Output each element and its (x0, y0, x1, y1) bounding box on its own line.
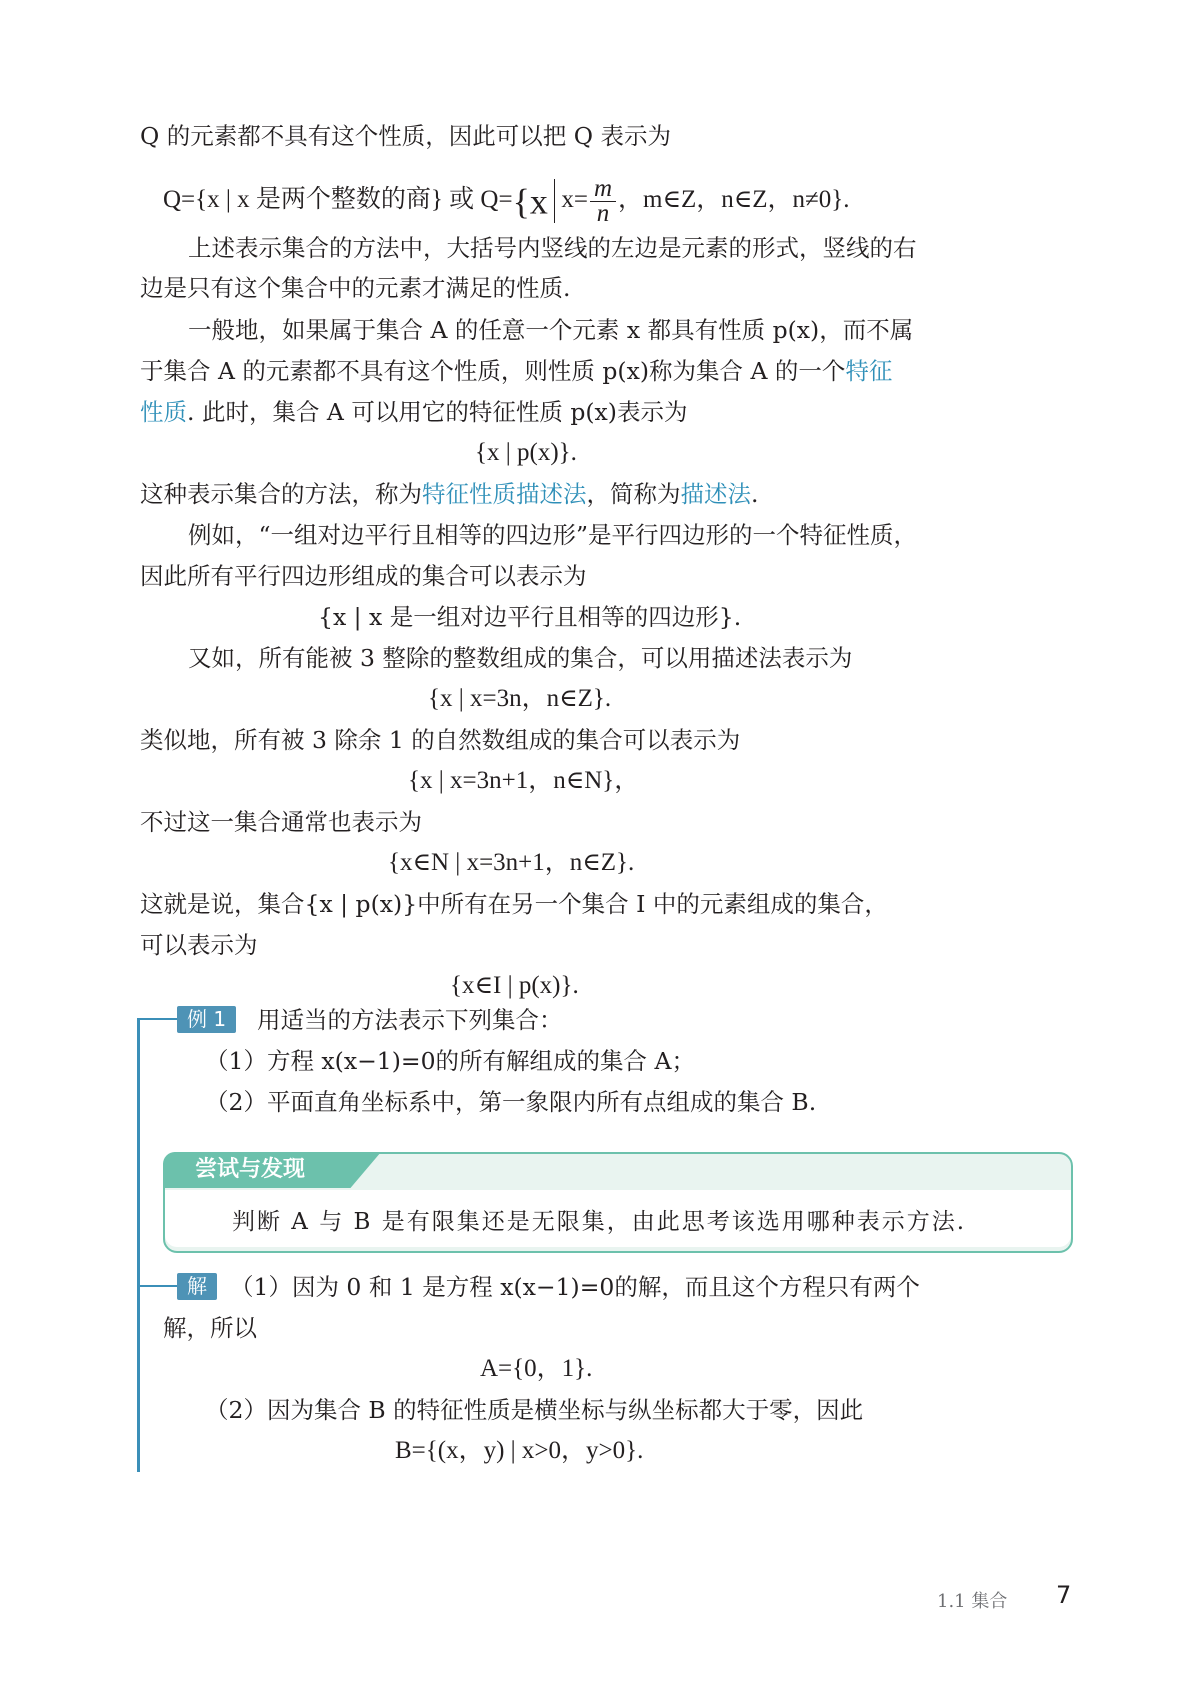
term-highlight: 特征性质描述法 (422, 480, 587, 508)
text-line: 一般地，如果属于集合 A 的任意一个元素 x 都具有性质 p(x)，而不属 (188, 316, 914, 344)
example-tag: 例 1 (177, 1006, 236, 1033)
solution-line: 解，所以 (163, 1314, 257, 1342)
fraction-denominator: n (596, 199, 610, 227)
fraction-numerator: m (590, 177, 616, 202)
solution-tick-line (137, 1285, 177, 1287)
example-bracket-line (137, 1018, 140, 1472)
text-line (140, 351, 892, 391)
text-span: ，简称为 (586, 480, 681, 508)
formula-line: {x | x=3n+1，n∈N}， (408, 767, 640, 794)
text-line: 上述表示集合的方法中，大括号内竖线的左边是元素的形式，竖线的右 (188, 234, 917, 262)
set-notation-formula (163, 172, 850, 228)
text-line: 不过这一集合通常也表示为 (140, 808, 422, 836)
solution-line: （1）因为 0 和 1 是方程 x(x−1)=0的解，而且这个方程只有两个 (230, 1273, 920, 1301)
example-prompt: 用适当的方法表示下列集合： (257, 1006, 563, 1034)
term-highlight: 描述法 (680, 480, 751, 508)
text-line: 例如，“一组对边平行且相等的四边形”是平行四边形的一个特征性质， (188, 521, 918, 549)
formula-line: {x∈I | p(x)}. (450, 972, 579, 999)
text-line (140, 474, 758, 514)
formula-line: {x∈N | x=3n+1，n∈Z}. (388, 849, 635, 876)
vertical-bar (554, 179, 556, 223)
text-line: Q 的元素都不具有这个性质，因此可以把 Q 表示为 (140, 122, 671, 150)
fraction (590, 174, 616, 227)
text-line: 边是只有这个集合中的元素才满足的性质. (140, 274, 571, 302)
solution-tag: 解 (177, 1273, 217, 1300)
example-item: （1）方程 x(x−1)=0的所有解组成的集合 A； (205, 1047, 695, 1075)
formula-left: Q={x | x 是两个整数的商} 或 Q= (163, 186, 513, 213)
formula-eq: x= (561, 186, 588, 213)
try-discover-text: 判断 A 与 B 是有限集还是无限集，由此思考该选用哪种表示方法. (232, 1209, 967, 1235)
try-discover-title: 尝试与发现 (195, 1157, 306, 1182)
solution-formula: A={0，1}. (480, 1355, 593, 1382)
text-line: 因此所有平行四边形组成的集合可以表示为 (140, 562, 587, 590)
text-span: . 此时，集合 A 可以用它的特征性质 p(x)表示为 (187, 398, 688, 426)
text-span: . (751, 480, 759, 508)
formula-line: {x | x 是一组对边平行且相等的四边形}. (318, 603, 742, 631)
formula-line: {x | p(x)}. (475, 439, 577, 466)
term-highlight: 性质 (140, 398, 187, 426)
example-item: （2）平面直角坐标系中，第一象限内所有点组成的集合 B. (205, 1088, 817, 1116)
footer-section: 1.1 集合 (937, 1591, 1008, 1612)
formula-tail: ，m∈Z，n∈Z，n≠0}. (618, 186, 850, 213)
term-highlight: 特征 (845, 357, 893, 385)
text-line (140, 392, 687, 432)
text-span: 于集合 A 的元素都不具有这个性质，则性质 p(x)称为集合 A 的一个 (140, 357, 846, 385)
text-span: 这种表示集合的方法，称为 (140, 480, 422, 508)
example-tick-line (137, 1018, 177, 1020)
solution-line: （2）因为集合 B 的特征性质是横坐标与纵坐标都大于零，因此 (205, 1396, 864, 1424)
formula-line: {x | x=3n，n∈Z}. (428, 685, 612, 712)
formula-open: {x (512, 181, 548, 222)
solution-formula: B={(x，y) | x>0，y>0}. (395, 1437, 644, 1464)
text-line: 这就是说，集合{x | p(x)}中所有在另一个集合 I 中的元素组成的集合， (140, 890, 888, 918)
page-number: 7 (1056, 1581, 1072, 1609)
text-line: 类似地，所有被 3 除余 1 的自然数组成的集合可以表示为 (140, 726, 741, 754)
text-line: 可以表示为 (140, 931, 258, 959)
text-line: 又如，所有能被 3 整除的整数组成的集合，可以用描述法表示为 (188, 644, 853, 672)
